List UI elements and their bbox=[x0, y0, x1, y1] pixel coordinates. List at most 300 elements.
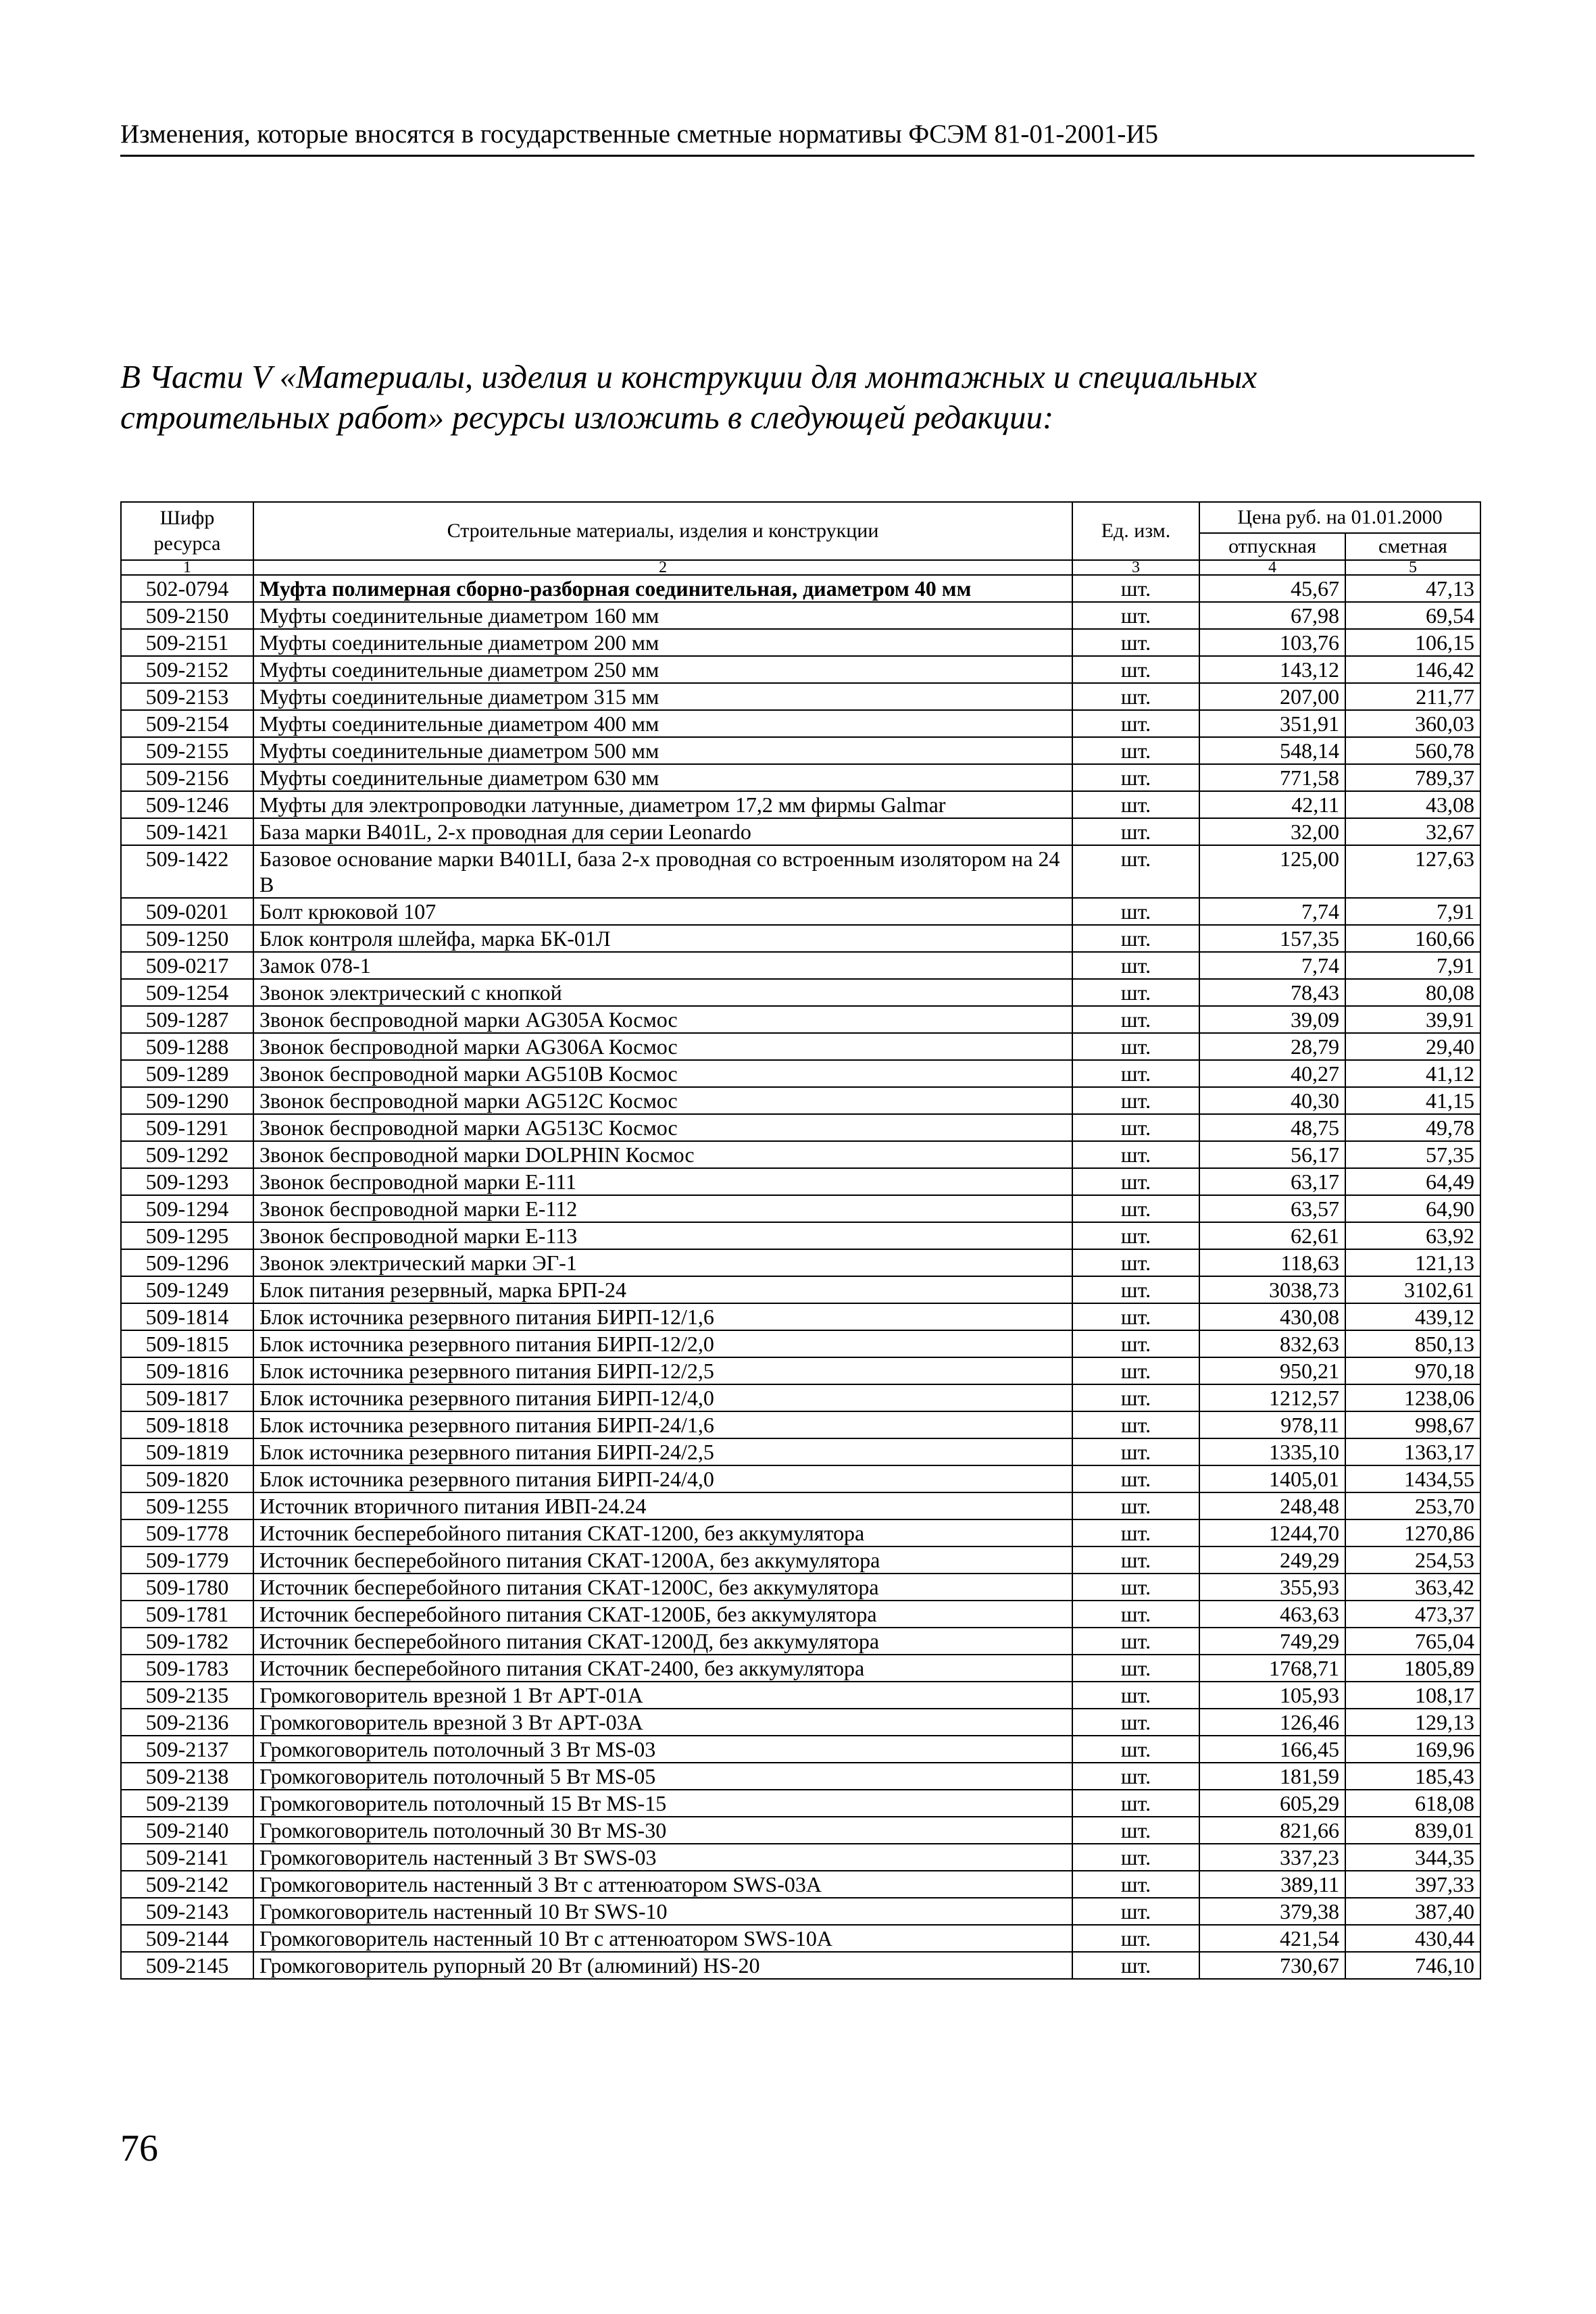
table-row bbox=[121, 656, 1480, 683]
cell-name: Источник вторичного питания ИВП-24.24 bbox=[253, 1492, 1072, 1519]
cell-name: Громкоговоритель рупорный 20 Вт (алюминий) HS-20 bbox=[253, 1952, 1072, 1979]
cell-name: Громкоговоритель потолочный 3 Вт MS-03 bbox=[253, 1736, 1072, 1763]
table-row bbox=[121, 1925, 1480, 1952]
cell-name: Блок источника резервного питания БИРП-12/2,5 bbox=[253, 1357, 1072, 1384]
cell-code: 509-1783 bbox=[121, 1655, 253, 1682]
cell-unit: шт. bbox=[1072, 1411, 1199, 1438]
table-row bbox=[121, 1465, 1480, 1492]
cell-estimate-price: 387,40 bbox=[1345, 1898, 1480, 1925]
cell-unit: шт. bbox=[1072, 737, 1199, 764]
cell-estimate-price: 108,17 bbox=[1345, 1682, 1480, 1709]
cell-estimate-price: 3102,61 bbox=[1345, 1276, 1480, 1303]
cell-unit: шт. bbox=[1072, 845, 1199, 898]
cell-name: Базовое основание марки B401LI, база 2-х проводная со встроенным изолятором на 24 В bbox=[253, 845, 1072, 898]
cell-estimate-price: 49,78 bbox=[1345, 1114, 1480, 1141]
cell-release-price: 103,76 bbox=[1199, 629, 1345, 656]
cell-estimate-price: 63,92 bbox=[1345, 1222, 1480, 1249]
cell-code: 509-1289 bbox=[121, 1060, 253, 1087]
cell-release-price: 56,17 bbox=[1199, 1141, 1345, 1168]
cell-estimate-price: 29,40 bbox=[1345, 1033, 1480, 1060]
cell-unit: шт. bbox=[1072, 1033, 1199, 1060]
cell-name: Муфты для электропроводки латунные, диаметром 17,2 мм фирмы Galmar bbox=[253, 791, 1072, 818]
table-row bbox=[121, 1709, 1480, 1736]
cell-unit: шт. bbox=[1072, 1574, 1199, 1601]
col-number: 1 bbox=[121, 560, 253, 575]
cell-unit: шт. bbox=[1072, 656, 1199, 683]
cell-release-price: 832,63 bbox=[1199, 1330, 1345, 1357]
table-row bbox=[121, 1519, 1480, 1546]
table-row bbox=[121, 1384, 1480, 1411]
cell-code: 509-1817 bbox=[121, 1384, 253, 1411]
cell-release-price: 39,09 bbox=[1199, 1006, 1345, 1033]
col-header-unit: Ед. изм. bbox=[1072, 502, 1199, 560]
cell-name: Звонок беспроводной марки AG306A Космос bbox=[253, 1033, 1072, 1060]
cell-code: 509-1287 bbox=[121, 1006, 253, 1033]
table-row bbox=[121, 710, 1480, 737]
col-header-estimate: сметная bbox=[1345, 533, 1480, 560]
cell-estimate-price: 169,96 bbox=[1345, 1736, 1480, 1763]
cell-unit: шт. bbox=[1072, 1601, 1199, 1628]
cell-unit: шт. bbox=[1072, 764, 1199, 791]
table-row bbox=[121, 1628, 1480, 1655]
cell-name: Источник бесперебойного питания СКАТ-2400, без аккумулятора bbox=[253, 1655, 1072, 1682]
col-header-name: Строительные материалы, изделия и конструкции bbox=[253, 502, 1072, 560]
table-row bbox=[121, 1601, 1480, 1628]
cell-estimate-price: 363,42 bbox=[1345, 1574, 1480, 1601]
cell-estimate-price: 998,67 bbox=[1345, 1411, 1480, 1438]
col-header-release: отпускная bbox=[1199, 533, 1345, 560]
cell-unit: шт. bbox=[1072, 575, 1199, 602]
cell-estimate-price: 41,15 bbox=[1345, 1087, 1480, 1114]
cell-name: Муфты соединительные диаметром 630 мм bbox=[253, 764, 1072, 791]
cell-release-price: 48,75 bbox=[1199, 1114, 1345, 1141]
cell-code: 509-1288 bbox=[121, 1033, 253, 1060]
cell-code: 509-1814 bbox=[121, 1303, 253, 1330]
cell-code: 509-1246 bbox=[121, 791, 253, 818]
cell-code: 509-2145 bbox=[121, 1952, 253, 1979]
cell-code: 509-1422 bbox=[121, 845, 253, 898]
cell-name: База марки B401L, 2-х проводная для серии Leonardo bbox=[253, 818, 1072, 845]
cell-name: Блок источника резервного питания БИРП-24/2,5 bbox=[253, 1438, 1072, 1465]
cell-name: Болт крюковой 107 bbox=[253, 898, 1072, 925]
table-row bbox=[121, 1141, 1480, 1168]
cell-estimate-price: 7,91 bbox=[1345, 898, 1480, 925]
table-row bbox=[121, 1195, 1480, 1222]
table-row bbox=[121, 952, 1480, 979]
cell-name: Блок источника резервного питания БИРП-12/1,6 bbox=[253, 1303, 1072, 1330]
cell-unit: шт. bbox=[1072, 1303, 1199, 1330]
table-row bbox=[121, 1114, 1480, 1141]
cell-unit: шт. bbox=[1072, 1492, 1199, 1519]
cell-estimate-price: 32,67 bbox=[1345, 818, 1480, 845]
cell-code: 509-1255 bbox=[121, 1492, 253, 1519]
table-row bbox=[121, 1276, 1480, 1303]
cell-code: 509-1421 bbox=[121, 818, 253, 845]
cell-unit: шт. bbox=[1072, 1465, 1199, 1492]
table-row bbox=[121, 1790, 1480, 1817]
cell-code: 502-0794 bbox=[121, 575, 253, 602]
cell-estimate-price: 765,04 bbox=[1345, 1628, 1480, 1655]
table-row bbox=[121, 1303, 1480, 1330]
table-row bbox=[121, 925, 1480, 952]
cell-unit: шт. bbox=[1072, 1249, 1199, 1276]
cell-name: Громкоговоритель настенный 10 Вт SWS-10 bbox=[253, 1898, 1072, 1925]
cell-estimate-price: 1270,86 bbox=[1345, 1519, 1480, 1546]
cell-unit: шт. bbox=[1072, 1168, 1199, 1195]
cell-release-price: 463,63 bbox=[1199, 1601, 1345, 1628]
cell-unit: шт. bbox=[1072, 1384, 1199, 1411]
cell-release-price: 67,98 bbox=[1199, 602, 1345, 629]
table-row bbox=[121, 979, 1480, 1006]
cell-name: Муфты соединительные диаметром 400 мм bbox=[253, 710, 1072, 737]
cell-code: 509-1291 bbox=[121, 1114, 253, 1141]
cell-release-price: 1405,01 bbox=[1199, 1465, 1345, 1492]
table-row bbox=[121, 1655, 1480, 1682]
cell-estimate-price: 7,91 bbox=[1345, 952, 1480, 979]
table-row bbox=[121, 575, 1480, 602]
cell-name: Источник бесперебойного питания СКАТ-1200, без аккумулятора bbox=[253, 1519, 1072, 1546]
cell-release-price: 62,61 bbox=[1199, 1222, 1345, 1249]
cell-code: 509-1254 bbox=[121, 979, 253, 1006]
cell-estimate-price: 850,13 bbox=[1345, 1330, 1480, 1357]
cell-unit: шт. bbox=[1072, 1114, 1199, 1141]
cell-release-price: 3038,73 bbox=[1199, 1276, 1345, 1303]
table-row bbox=[121, 818, 1480, 845]
cell-name: Блок источника резервного питания БИРП-24/1,6 bbox=[253, 1411, 1072, 1438]
cell-code: 509-1292 bbox=[121, 1141, 253, 1168]
cell-unit: шт. bbox=[1072, 1844, 1199, 1871]
table-row bbox=[121, 1817, 1480, 1844]
cell-name: Звонок беспроводной марки E-113 bbox=[253, 1222, 1072, 1249]
cell-release-price: 126,46 bbox=[1199, 1709, 1345, 1736]
cell-code: 509-2137 bbox=[121, 1736, 253, 1763]
table-row bbox=[121, 1249, 1480, 1276]
intro-paragraph: В Части V «Материалы, изделия и конструкции для монтажных и специальных строительных работ» ресурсы изложить в следующей редакции: bbox=[120, 358, 1257, 436]
table-row bbox=[121, 1574, 1480, 1601]
table-row bbox=[121, 1411, 1480, 1438]
table-row bbox=[121, 1871, 1480, 1898]
cell-unit: шт. bbox=[1072, 818, 1199, 845]
cell-unit: шт. bbox=[1072, 1060, 1199, 1087]
cell-release-price: 749,29 bbox=[1199, 1628, 1345, 1655]
cell-name: Блок источника резервного питания БИРП-24/4,0 bbox=[253, 1465, 1072, 1492]
table-row bbox=[121, 791, 1480, 818]
cell-name: Звонок беспроводной марки AG513C Космос bbox=[253, 1114, 1072, 1141]
cell-release-price: 45,67 bbox=[1199, 575, 1345, 602]
cell-code: 509-2138 bbox=[121, 1763, 253, 1790]
cell-name: Звонок беспроводной марки AG510B Космос bbox=[253, 1060, 1072, 1087]
cell-estimate-price: 160,66 bbox=[1345, 925, 1480, 952]
cell-code: 509-1249 bbox=[121, 1276, 253, 1303]
cell-release-price: 207,00 bbox=[1199, 683, 1345, 710]
cell-estimate-price: 64,49 bbox=[1345, 1168, 1480, 1195]
cell-code: 509-2152 bbox=[121, 656, 253, 683]
cell-name: Громкоговоритель потолочный 30 Вт MS-30 bbox=[253, 1817, 1072, 1844]
cell-estimate-price: 127,63 bbox=[1345, 845, 1480, 898]
cell-release-price: 7,74 bbox=[1199, 898, 1345, 925]
table-row bbox=[121, 737, 1480, 764]
table-row bbox=[121, 629, 1480, 656]
cell-unit: шт. bbox=[1072, 925, 1199, 952]
col-number: 4 bbox=[1199, 560, 1345, 575]
cell-release-price: 157,35 bbox=[1199, 925, 1345, 952]
table-row bbox=[121, 1060, 1480, 1087]
cell-release-price: 42,11 bbox=[1199, 791, 1345, 818]
table-row bbox=[121, 1898, 1480, 1925]
table-row bbox=[121, 764, 1480, 791]
col-number: 2 bbox=[253, 560, 1072, 575]
cell-release-price: 40,27 bbox=[1199, 1060, 1345, 1087]
cell-release-price: 63,17 bbox=[1199, 1168, 1345, 1195]
cell-estimate-price: 43,08 bbox=[1345, 791, 1480, 818]
table-row bbox=[121, 1736, 1480, 1763]
cell-unit: шт. bbox=[1072, 952, 1199, 979]
cell-unit: шт. bbox=[1072, 1006, 1199, 1033]
cell-release-price: 1244,70 bbox=[1199, 1519, 1345, 1546]
cell-code: 509-1778 bbox=[121, 1519, 253, 1546]
table-row bbox=[121, 1033, 1480, 1060]
cell-name: Звонок электрический марки ЭГ-1 bbox=[253, 1249, 1072, 1276]
cell-code: 509-1781 bbox=[121, 1601, 253, 1628]
cell-code: 509-1780 bbox=[121, 1574, 253, 1601]
cell-estimate-price: 789,37 bbox=[1345, 764, 1480, 791]
cell-name: Муфта полимерная сборно-разборная соединительная, диаметром 40 мм bbox=[253, 575, 1072, 602]
cell-unit: шт. bbox=[1072, 1519, 1199, 1546]
cell-unit: шт. bbox=[1072, 1628, 1199, 1655]
cell-release-price: 7,74 bbox=[1199, 952, 1345, 979]
table-row bbox=[121, 1168, 1480, 1195]
cell-name: Громкоговоритель настенный 3 Вт с аттенюатором SWS-03А bbox=[253, 1871, 1072, 1898]
cell-release-price: 181,59 bbox=[1199, 1763, 1345, 1790]
cell-estimate-price: 146,42 bbox=[1345, 656, 1480, 683]
cell-release-price: 105,93 bbox=[1199, 1682, 1345, 1709]
cell-release-price: 548,14 bbox=[1199, 737, 1345, 764]
cell-name: Звонок беспроводной марки AG512C Космос bbox=[253, 1087, 1072, 1114]
cell-name: Источник бесперебойного питания СКАТ-1200Д, без аккумулятора bbox=[253, 1628, 1072, 1655]
cell-release-price: 40,30 bbox=[1199, 1087, 1345, 1114]
cell-estimate-price: 1238,06 bbox=[1345, 1384, 1480, 1411]
cell-release-price: 351,91 bbox=[1199, 710, 1345, 737]
col-number: 5 bbox=[1345, 560, 1480, 575]
cell-estimate-price: 69,54 bbox=[1345, 602, 1480, 629]
cell-name: Замок 078-1 bbox=[253, 952, 1072, 979]
cell-code: 509-2142 bbox=[121, 1871, 253, 1898]
table-row bbox=[121, 1006, 1480, 1033]
cell-name: Громкоговоритель потолочный 5 Вт MS-05 bbox=[253, 1763, 1072, 1790]
table-row bbox=[121, 898, 1480, 925]
cell-estimate-price: 39,91 bbox=[1345, 1006, 1480, 1033]
cell-release-price: 605,29 bbox=[1199, 1790, 1345, 1817]
cell-unit: шт. bbox=[1072, 1222, 1199, 1249]
cell-name: Громкоговоритель настенный 10 Вт с аттенюатором SWS-10А bbox=[253, 1925, 1072, 1952]
cell-code: 509-2144 bbox=[121, 1925, 253, 1952]
cell-code: 509-1816 bbox=[121, 1357, 253, 1384]
cell-release-price: 248,48 bbox=[1199, 1492, 1345, 1519]
cell-unit: шт. bbox=[1072, 1925, 1199, 1952]
cell-release-price: 771,58 bbox=[1199, 764, 1345, 791]
cell-estimate-price: 129,13 bbox=[1345, 1709, 1480, 1736]
cell-release-price: 32,00 bbox=[1199, 818, 1345, 845]
cell-estimate-price: 360,03 bbox=[1345, 710, 1480, 737]
cell-unit: шт. bbox=[1072, 1790, 1199, 1817]
cell-code: 509-1293 bbox=[121, 1168, 253, 1195]
cell-estimate-price: 106,15 bbox=[1345, 629, 1480, 656]
cell-code: 509-2153 bbox=[121, 683, 253, 710]
running-header: Изменения, которые вносятся в государственные сметные нормативы ФСЭМ 81-01-2001-И5 bbox=[120, 119, 1474, 157]
cell-unit: шт. bbox=[1072, 1898, 1199, 1925]
cell-release-price: 978,11 bbox=[1199, 1411, 1345, 1438]
table-row bbox=[121, 1492, 1480, 1519]
cell-unit: шт. bbox=[1072, 1357, 1199, 1384]
cell-unit: шт. bbox=[1072, 1438, 1199, 1465]
cell-estimate-price: 1434,55 bbox=[1345, 1465, 1480, 1492]
cell-estimate-price: 47,13 bbox=[1345, 575, 1480, 602]
cell-name: Блок контроля шлейфа, марка БК-01Л bbox=[253, 925, 1072, 952]
cell-name: Блок источника резервного питания БИРП-12/4,0 bbox=[253, 1384, 1072, 1411]
cell-code: 509-1250 bbox=[121, 925, 253, 952]
cell-code: 509-1296 bbox=[121, 1249, 253, 1276]
cell-code: 509-0217 bbox=[121, 952, 253, 979]
table-row bbox=[121, 1438, 1480, 1465]
table-row bbox=[121, 1763, 1480, 1790]
cell-name: Блок питания резервный, марка БРП-24 bbox=[253, 1276, 1072, 1303]
cell-code: 509-1295 bbox=[121, 1222, 253, 1249]
table-row bbox=[121, 683, 1480, 710]
table-row bbox=[121, 1357, 1480, 1384]
cell-estimate-price: 473,37 bbox=[1345, 1601, 1480, 1628]
cell-code: 509-2155 bbox=[121, 737, 253, 764]
cell-estimate-price: 121,13 bbox=[1345, 1249, 1480, 1276]
cell-release-price: 78,43 bbox=[1199, 979, 1345, 1006]
cell-code: 509-1819 bbox=[121, 1438, 253, 1465]
cell-unit: шт. bbox=[1072, 1655, 1199, 1682]
cell-release-price: 950,21 bbox=[1199, 1357, 1345, 1384]
cell-unit: шт. bbox=[1072, 1871, 1199, 1898]
cell-release-price: 125,00 bbox=[1199, 845, 1345, 898]
col-number: 3 bbox=[1072, 560, 1199, 575]
cell-unit: шт. bbox=[1072, 791, 1199, 818]
cell-estimate-price: 560,78 bbox=[1345, 737, 1480, 764]
cell-code: 509-2156 bbox=[121, 764, 253, 791]
cell-unit: шт. bbox=[1072, 1141, 1199, 1168]
cell-name: Муфты соединительные диаметром 500 мм bbox=[253, 737, 1072, 764]
cell-estimate-price: 1805,89 bbox=[1345, 1655, 1480, 1682]
cell-code: 509-1818 bbox=[121, 1411, 253, 1438]
cell-release-price: 337,23 bbox=[1199, 1844, 1345, 1871]
cell-estimate-price: 211,77 bbox=[1345, 683, 1480, 710]
cell-estimate-price: 397,33 bbox=[1345, 1871, 1480, 1898]
cell-code: 509-2139 bbox=[121, 1790, 253, 1817]
cell-release-price: 143,12 bbox=[1199, 656, 1345, 683]
table-row bbox=[121, 1844, 1480, 1871]
cell-code: 509-2135 bbox=[121, 1682, 253, 1709]
cell-unit: шт. bbox=[1072, 1087, 1199, 1114]
cell-estimate-price: 970,18 bbox=[1345, 1357, 1480, 1384]
table-row bbox=[121, 1330, 1480, 1357]
cell-unit: шт. bbox=[1072, 683, 1199, 710]
cell-estimate-price: 80,08 bbox=[1345, 979, 1480, 1006]
cell-estimate-price: 439,12 bbox=[1345, 1303, 1480, 1330]
cell-unit: шт. bbox=[1072, 602, 1199, 629]
col-header-price: Цена руб. на 01.01.2000 bbox=[1199, 502, 1480, 533]
cell-estimate-price: 1363,17 bbox=[1345, 1438, 1480, 1465]
cell-estimate-price: 344,35 bbox=[1345, 1844, 1480, 1871]
cell-unit: шт. bbox=[1072, 1736, 1199, 1763]
cell-name: Громкоговоритель настенный 3 Вт SWS-03 bbox=[253, 1844, 1072, 1871]
cell-estimate-price: 253,70 bbox=[1345, 1492, 1480, 1519]
cell-release-price: 249,29 bbox=[1199, 1546, 1345, 1574]
cell-code: 509-2150 bbox=[121, 602, 253, 629]
cell-name: Муфты соединительные диаметром 315 мм bbox=[253, 683, 1072, 710]
cell-release-price: 430,08 bbox=[1199, 1303, 1345, 1330]
cell-release-price: 28,79 bbox=[1199, 1033, 1345, 1060]
cell-release-price: 355,93 bbox=[1199, 1574, 1345, 1601]
cell-code: 509-2151 bbox=[121, 629, 253, 656]
cell-name: Муфты соединительные диаметром 200 мм bbox=[253, 629, 1072, 656]
cell-unit: шт. bbox=[1072, 629, 1199, 656]
cell-unit: шт. bbox=[1072, 710, 1199, 737]
cell-release-price: 166,45 bbox=[1199, 1736, 1345, 1763]
cell-estimate-price: 57,35 bbox=[1345, 1141, 1480, 1168]
cell-release-price: 821,66 bbox=[1199, 1817, 1345, 1844]
cell-release-price: 421,54 bbox=[1199, 1925, 1345, 1952]
cell-code: 509-2143 bbox=[121, 1898, 253, 1925]
cell-code: 509-1779 bbox=[121, 1546, 253, 1574]
cell-name: Источник бесперебойного питания СКАТ-1200С, без аккумулятора bbox=[253, 1574, 1072, 1601]
cell-code: 509-2154 bbox=[121, 710, 253, 737]
cell-estimate-price: 64,90 bbox=[1345, 1195, 1480, 1222]
table-row bbox=[121, 845, 1480, 898]
cell-release-price: 1768,71 bbox=[1199, 1655, 1345, 1682]
cell-release-price: 1335,10 bbox=[1199, 1438, 1345, 1465]
cell-estimate-price: 41,12 bbox=[1345, 1060, 1480, 1087]
table-row bbox=[121, 602, 1480, 629]
cell-code: 509-1290 bbox=[121, 1087, 253, 1114]
resource-table bbox=[120, 501, 1481, 1980]
cell-name: Муфты соединительные диаметром 250 мм bbox=[253, 656, 1072, 683]
cell-code: 509-1820 bbox=[121, 1465, 253, 1492]
cell-code: 509-1782 bbox=[121, 1628, 253, 1655]
cell-estimate-price: 746,10 bbox=[1345, 1952, 1480, 1979]
table-row bbox=[121, 1682, 1480, 1709]
cell-release-price: 1212,57 bbox=[1199, 1384, 1345, 1411]
cell-name: Звонок беспроводной марки E-112 bbox=[253, 1195, 1072, 1222]
cell-unit: шт. bbox=[1072, 1276, 1199, 1303]
cell-unit: шт. bbox=[1072, 1952, 1199, 1979]
cell-name: Громкоговоритель врезной 3 Вт АРТ-03А bbox=[253, 1709, 1072, 1736]
cell-name: Звонок беспроводной марки E-111 bbox=[253, 1168, 1072, 1195]
cell-name: Источник бесперебойного питания СКАТ-1200А, без аккумулятора bbox=[253, 1546, 1072, 1574]
cell-code: 509-2136 bbox=[121, 1709, 253, 1736]
cell-unit: шт. bbox=[1072, 1546, 1199, 1574]
cell-name: Блок источника резервного питания БИРП-12/2,0 bbox=[253, 1330, 1072, 1357]
cell-unit: шт. bbox=[1072, 1330, 1199, 1357]
cell-name: Муфты соединительные диаметром 160 мм bbox=[253, 602, 1072, 629]
cell-unit: шт. bbox=[1072, 979, 1199, 1006]
cell-code: 509-1815 bbox=[121, 1330, 253, 1357]
table-body bbox=[121, 575, 1480, 1979]
cell-release-price: 118,63 bbox=[1199, 1249, 1345, 1276]
table-row bbox=[121, 1952, 1480, 1979]
cell-code: 509-2140 bbox=[121, 1817, 253, 1844]
cell-name: Источник бесперебойного питания СКАТ-1200Б, без аккумулятора bbox=[253, 1601, 1072, 1628]
cell-release-price: 379,38 bbox=[1199, 1898, 1345, 1925]
page-number: 76 bbox=[120, 2128, 158, 2169]
table-row bbox=[121, 1222, 1480, 1249]
cell-name: Звонок беспроводной марки AG305A Космос bbox=[253, 1006, 1072, 1033]
cell-estimate-price: 618,08 bbox=[1345, 1790, 1480, 1817]
cell-unit: шт. bbox=[1072, 1709, 1199, 1736]
